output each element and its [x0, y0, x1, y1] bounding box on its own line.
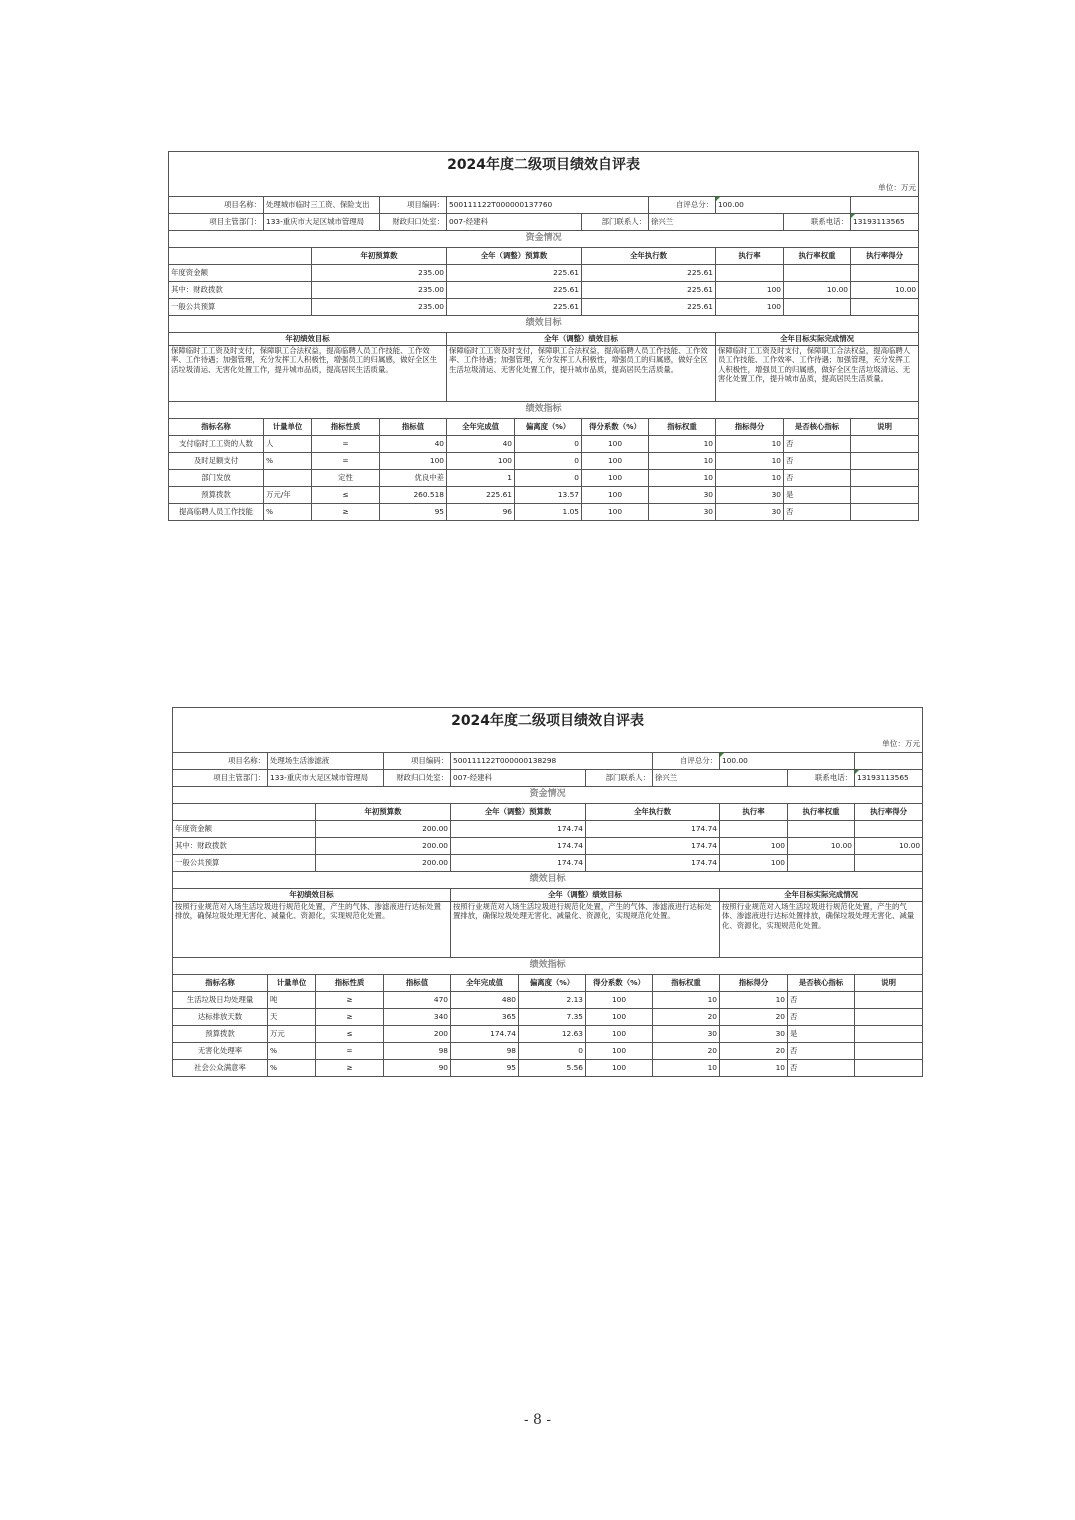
funds-cell: [788, 821, 855, 838]
indicator-cell: 0: [515, 436, 582, 453]
indicator-cell: 100: [586, 992, 653, 1009]
indicators-section-title: 绩效指标: [173, 958, 923, 975]
funds-section-title: 资金情况: [173, 787, 923, 804]
info-row-2: [173, 770, 923, 787]
funds-cell: [851, 299, 919, 316]
indicator-cell: 提高临聘人员工作技能: [169, 504, 264, 521]
indicator-cell: 预算拨款: [169, 487, 264, 504]
indicator-cell: 部门发放: [169, 470, 264, 487]
indicator-row: [173, 1060, 923, 1077]
indicator-cell: 30: [649, 487, 716, 504]
indicator-header-row: [173, 975, 923, 992]
funds-header: 全年执行数: [582, 248, 716, 265]
indicator-cell: 否: [788, 992, 855, 1009]
indicator-cell: 预算拨款: [173, 1026, 268, 1043]
indicator-cell: 否: [788, 1043, 855, 1060]
funds-cell: 235.00: [312, 265, 447, 282]
funds-cell: 174.74: [451, 855, 586, 872]
phone-label: 联系电话：: [788, 770, 855, 787]
score-value: 100.00: [716, 197, 851, 214]
funds-cell: 其中：财政拨款: [169, 282, 312, 299]
project-name-value: 处理场生活渗滤液: [268, 753, 384, 770]
funds-cell: [720, 821, 788, 838]
funds-header: 执行率: [716, 248, 784, 265]
funds-cell: 100: [720, 838, 788, 855]
funds-cell: 一般公共预算: [169, 299, 312, 316]
indicator-cell: 社会公众满意率: [173, 1060, 268, 1077]
indicator-cell: 96: [447, 504, 515, 521]
indicator-cell: =: [316, 1043, 384, 1060]
indicator-cell: 0: [519, 1043, 586, 1060]
indicator-cell: 10: [720, 992, 788, 1009]
funds-cell: 100: [716, 282, 784, 299]
funds-cell: 174.74: [586, 855, 720, 872]
indicator-cell: ≥: [316, 992, 384, 1009]
goal-text: 按照行业规范对入场生活垃圾进行规范化处置，产生的气体、渗滤液进行达标处置排放，确保垃圾处理无害化、减量化、资源化，实现规范化处置。: [451, 902, 720, 958]
indicator-row: [173, 1026, 923, 1043]
indicator-cell: 10: [649, 470, 716, 487]
indicator-header: 指标得分: [716, 419, 784, 436]
funds-cell: 225.61: [582, 282, 716, 299]
project-name-label: 项目名称：: [169, 197, 264, 214]
indicator-row: [173, 1043, 923, 1060]
table-title: 2024年度二级项目绩效自评表: [173, 708, 923, 736]
indicator-cell: 否: [784, 436, 851, 453]
goals-header-row: [173, 889, 923, 902]
indicator-cell: 200: [384, 1026, 451, 1043]
indicator-cell: 优良中差: [380, 470, 447, 487]
goal-header: 年初绩效目标: [173, 889, 451, 902]
indicator-header: 指标名称: [169, 419, 264, 436]
funds-cell: 225.61: [582, 299, 716, 316]
indicator-cell: 及时足额支付: [169, 453, 264, 470]
funds-cell: 225.61: [447, 299, 582, 316]
unit-label: 单位：万元: [169, 180, 919, 197]
funds-cell: 年度资金额: [173, 821, 316, 838]
funds-header: 执行率权重: [784, 248, 851, 265]
funds-section-row: [173, 787, 923, 804]
indicator-cell: 否: [784, 453, 851, 470]
indicator-row: [169, 487, 919, 504]
indicator-header: 计量单位: [264, 419, 312, 436]
funds-header: 执行率: [720, 804, 788, 821]
funds-cell: 174.74: [451, 838, 586, 855]
indicator-cell: 0: [515, 470, 582, 487]
indicator-cell: 10: [716, 453, 784, 470]
funds-cell: 225.61: [447, 282, 582, 299]
department-label: 项目主管部门：: [173, 770, 268, 787]
indicator-header: 指标性质: [312, 419, 380, 436]
indicator-row: [173, 992, 923, 1009]
indicator-row: [169, 436, 919, 453]
funds-cell: 235.00: [312, 299, 447, 316]
indicator-cell: 否: [788, 1009, 855, 1026]
indicator-cell: [855, 1026, 923, 1043]
funds-row: [173, 855, 923, 872]
indicator-cell: 13.57: [515, 487, 582, 504]
contact-value: 徐兴兰: [649, 214, 784, 231]
indicator-cell: 225.61: [447, 487, 515, 504]
indicator-cell: 470: [384, 992, 451, 1009]
indicator-header: 是否核心指标: [784, 419, 851, 436]
indicator-cell: 天: [268, 1009, 316, 1026]
indicator-cell: 100: [582, 504, 649, 521]
indicator-cell: 2.13: [519, 992, 586, 1009]
goals-section-row: [169, 316, 919, 333]
indicator-cell: 20: [653, 1009, 720, 1026]
indicator-header-row: [169, 419, 919, 436]
indicator-cell: 20: [720, 1043, 788, 1060]
funds-cell: 100: [720, 855, 788, 872]
indicator-cell: 7.35: [519, 1009, 586, 1026]
indicator-header: 得分系数（%）: [586, 975, 653, 992]
funds-row: [169, 282, 919, 299]
indicator-cell: 100: [586, 1060, 653, 1077]
funds-cell: 225.61: [582, 265, 716, 282]
indicator-cell: [851, 504, 919, 521]
indicator-cell: 否: [784, 504, 851, 521]
indicator-header: 说明: [855, 975, 923, 992]
project-name-value: 处理城市临时三工资、保险支出: [264, 197, 380, 214]
indicator-cell: 95: [380, 504, 447, 521]
funds-cell: [784, 265, 851, 282]
indicator-cell: ≥: [316, 1009, 384, 1026]
indicator-cell: [851, 453, 919, 470]
indicator-cell: 98: [451, 1043, 519, 1060]
indicator-header: 指标名称: [173, 975, 268, 992]
project-code-value: 500111122T000000138298: [451, 753, 653, 770]
funds-cell: 225.61: [447, 265, 582, 282]
funds-cell: 一般公共预算: [173, 855, 316, 872]
project-code-label: 项目编码：: [384, 753, 451, 770]
indicator-row: [169, 470, 919, 487]
goal-header: 全年目标实际完成情况: [716, 333, 919, 346]
indicator-header: 计量单位: [268, 975, 316, 992]
goal-text: 按照行业规范对入场生活垃圾进行规范化处置，产生的气体、渗滤液进行达标处置排放，确保垃圾处理无害化、减量化、资源化，实现规范化处置。: [173, 902, 451, 958]
indicator-cell: 20: [653, 1043, 720, 1060]
funds-header: 执行率得分: [855, 804, 923, 821]
indicator-cell: 100: [586, 1026, 653, 1043]
funds-header: [173, 804, 316, 821]
goals-text-row: [173, 902, 923, 958]
goal-header: 全年目标实际完成情况: [720, 889, 923, 902]
indicator-header: 全年完成值: [447, 419, 515, 436]
info-row-1: [173, 753, 923, 770]
phone-value: 13193113565: [855, 770, 923, 787]
indicator-cell: 10: [653, 992, 720, 1009]
phone-value: 13193113565: [851, 214, 919, 231]
indicator-cell: 5.56: [519, 1060, 586, 1077]
funds-header: [169, 248, 312, 265]
indicator-cell: 否: [784, 470, 851, 487]
page-number: - 8 -: [523, 1412, 552, 1428]
funds-cell: 100: [716, 299, 784, 316]
indicator-cell: 人: [264, 436, 312, 453]
funds-cell: [855, 855, 923, 872]
indicator-cell: 万元: [268, 1026, 316, 1043]
indicator-cell: 20: [720, 1009, 788, 1026]
funds-cell: 200.00: [316, 855, 451, 872]
goals-section-title: 绩效目标: [173, 872, 923, 889]
indicator-header: 偏离度（%）: [519, 975, 586, 992]
goal-text: 按照行业规范对入场生活垃圾进行规范化处置，产生的气体、渗滤液进行达标处置排放，确保垃圾处理无害化、减量化、资源化，实现规范化处置。: [720, 902, 923, 958]
indicator-cell: 100: [582, 487, 649, 504]
funds-section-title: 资金情况: [169, 231, 919, 248]
funds-header: 全年（调整）预算数: [451, 804, 586, 821]
funds-cell: 235.00: [312, 282, 447, 299]
funds-cell: 10.00: [851, 282, 919, 299]
indicator-header: 全年完成值: [451, 975, 519, 992]
indicator-cell: 10: [720, 1060, 788, 1077]
indicator-cell: 100: [582, 470, 649, 487]
goal-text: 保障临时工工资及时支付，保障职工合法权益，提高临聘人员工作技能、工作效率、工作待遇；加强管理，充分发挥工人积极性，增强员工的归属感，做好全区生活垃圾清运、无害化处置工作，提升城市品质，提高居民生活质量。: [169, 346, 447, 402]
indicator-cell: ≥: [316, 1060, 384, 1077]
funds-header: 全年执行数: [586, 804, 720, 821]
indicator-cell: 90: [384, 1060, 451, 1077]
indicator-cell: =: [312, 453, 380, 470]
indicator-cell: 0: [515, 453, 582, 470]
indicator-cell: 30: [716, 504, 784, 521]
score-label: 自评总分：: [653, 753, 720, 770]
project-name-label: 项目名称：: [173, 753, 268, 770]
goal-header: 全年（调整）绩效目标: [451, 889, 720, 902]
indicator-cell: 10: [653, 1060, 720, 1077]
funds-header-row: [169, 248, 919, 265]
indicator-cell: 100: [586, 1043, 653, 1060]
indicator-cell: 是: [784, 487, 851, 504]
self-evaluation-table-2: [172, 707, 923, 1077]
info-row-2: [169, 214, 919, 231]
contact-label: 部门联系人：: [582, 214, 649, 231]
goals-section-row: [173, 872, 923, 889]
funds-cell: [716, 265, 784, 282]
project-code-label: 项目编码：: [380, 197, 447, 214]
info-row-1: [169, 197, 919, 214]
indicator-cell: 1.05: [515, 504, 582, 521]
goals-section-title: 绩效目标: [169, 316, 919, 333]
self-evaluation-table-1: [168, 151, 919, 521]
indicator-cell: 100: [582, 453, 649, 470]
funds-cell: 年度资金额: [169, 265, 312, 282]
indicator-cell: 260.518: [380, 487, 447, 504]
funds-cell: 174.74: [586, 838, 720, 855]
funds-cell: 174.74: [451, 821, 586, 838]
unit-row: [169, 180, 919, 197]
indicator-cell: 12.63: [519, 1026, 586, 1043]
indicator-cell: 达标排放天数: [173, 1009, 268, 1026]
finance-office-value: 007-经建科: [451, 770, 586, 787]
funds-cell: [784, 299, 851, 316]
indicator-cell: 生活垃圾日均处理量: [173, 992, 268, 1009]
funds-cell: 200.00: [316, 821, 451, 838]
indicator-cell: [851, 470, 919, 487]
score-value: 100.00: [720, 753, 855, 770]
indicator-cell: 30: [649, 504, 716, 521]
department-value: 133-重庆市大足区城市管理局: [268, 770, 384, 787]
funds-cell: 174.74: [586, 821, 720, 838]
indicator-cell: 174.74: [451, 1026, 519, 1043]
indicators-section-title: 绩效指标: [169, 402, 919, 419]
indicator-cell: 100: [380, 453, 447, 470]
funds-header: 年初预算数: [316, 804, 451, 821]
indicator-cell: 否: [788, 1060, 855, 1077]
indicator-cell: 40: [380, 436, 447, 453]
indicator-cell: 100: [582, 436, 649, 453]
indicator-cell: 100: [586, 1009, 653, 1026]
indicator-cell: 10: [649, 436, 716, 453]
funds-cell: 10.00: [788, 838, 855, 855]
funds-row: [169, 299, 919, 316]
goal-text: 保障临时工工资及时支付，保障职工合法权益，提高临聘人员工作技能、工作效率、工作待遇；加强管理，充分发挥工人积极性，增强员工的归属感，做好全区生活垃圾清运、无害化处置工作，提升城市品质，提高居民生活质量。: [447, 346, 716, 402]
indicator-cell: 340: [384, 1009, 451, 1026]
indicator-cell: 10: [649, 453, 716, 470]
indicator-cell: 480: [451, 992, 519, 1009]
department-value: 133-重庆市大足区城市管理局: [264, 214, 380, 231]
funds-cell: [855, 821, 923, 838]
goals-header-row: [169, 333, 919, 346]
indicators-section-row: [173, 958, 923, 975]
indicator-header: 偏离度（%）: [515, 419, 582, 436]
title-row: [173, 708, 923, 736]
indicator-cell: 万元/年: [264, 487, 312, 504]
indicator-header: 指标性质: [316, 975, 384, 992]
phone-label: 联系电话：: [784, 214, 851, 231]
score-label: 自评总分：: [649, 197, 716, 214]
indicator-row: [173, 1009, 923, 1026]
indicator-cell: ≤: [316, 1026, 384, 1043]
indicator-cell: %: [264, 504, 312, 521]
indicators-section-row: [169, 402, 919, 419]
funds-cell: 其中：财政拨款: [173, 838, 316, 855]
blank-cell: [851, 197, 919, 214]
contact-value: 徐兴兰: [653, 770, 788, 787]
indicator-cell: ≥: [312, 504, 380, 521]
indicator-header: 是否核心指标: [788, 975, 855, 992]
indicator-cell: 支付临时工工资的人数: [169, 436, 264, 453]
indicator-cell: =: [312, 436, 380, 453]
indicator-cell: [855, 1060, 923, 1077]
indicator-cell: 100: [447, 453, 515, 470]
funds-header: 全年（调整）预算数: [447, 248, 582, 265]
indicator-header: 说明: [851, 419, 919, 436]
table-title: 2024年度二级项目绩效自评表: [169, 152, 919, 180]
indicator-cell: [855, 1009, 923, 1026]
indicator-cell: 95: [451, 1060, 519, 1077]
indicator-cell: %: [268, 1043, 316, 1060]
funds-cell: 10.00: [855, 838, 923, 855]
indicator-cell: [851, 487, 919, 504]
indicator-header: 指标值: [380, 419, 447, 436]
indicator-cell: 30: [720, 1026, 788, 1043]
indicator-cell: 98: [384, 1043, 451, 1060]
funds-section-row: [169, 231, 919, 248]
indicator-cell: 1: [447, 470, 515, 487]
indicator-header: 指标得分: [720, 975, 788, 992]
indicator-cell: [855, 1043, 923, 1060]
indicator-cell: %: [264, 453, 312, 470]
indicator-cell: [855, 992, 923, 1009]
indicator-header: 得分系数（%）: [582, 419, 649, 436]
indicator-cell: 40: [447, 436, 515, 453]
finance-office-label: 财政归口处室：: [380, 214, 447, 231]
unit-label: 单位：万元: [173, 736, 923, 753]
goal-header: 全年（调整）绩效目标: [447, 333, 716, 346]
indicator-cell: 10: [716, 436, 784, 453]
indicator-header: 指标权重: [649, 419, 716, 436]
funds-cell: 200.00: [316, 838, 451, 855]
project-code-value: 500111122T000000137760: [447, 197, 649, 214]
indicator-cell: 365: [451, 1009, 519, 1026]
indicator-cell: 定性: [312, 470, 380, 487]
finance-office-label: 财政归口处室：: [384, 770, 451, 787]
goals-text-row: [169, 346, 919, 402]
indicator-header: 指标权重: [653, 975, 720, 992]
funds-header: 执行率得分: [851, 248, 919, 265]
indicator-row: [169, 504, 919, 521]
funds-row: [169, 265, 919, 282]
indicator-cell: 30: [716, 487, 784, 504]
goal-text: 保障临时工工资及时支付，保障职工合法权益，提高临聘人员工作技能、工作效率、工作待遇；加强管理，充分发挥工人积极性，增强员工的归属感，做好全区生活垃圾清运、无害化处置工作，提升城市品质，提高居民生活质量。: [716, 346, 919, 402]
indicator-row: [169, 453, 919, 470]
indicator-cell: 10: [716, 470, 784, 487]
funds-header-row: [173, 804, 923, 821]
funds-cell: 10.00: [784, 282, 851, 299]
indicator-header: 指标值: [384, 975, 451, 992]
funds-header: 执行率权重: [788, 804, 855, 821]
funds-cell: [788, 855, 855, 872]
department-label: 项目主管部门：: [169, 214, 264, 231]
funds-row: [173, 821, 923, 838]
contact-label: 部门联系人：: [586, 770, 653, 787]
indicator-cell: 30: [653, 1026, 720, 1043]
funds-cell: [851, 265, 919, 282]
indicator-cell: 是: [788, 1026, 855, 1043]
title-row: [169, 152, 919, 180]
blank-cell: [855, 753, 923, 770]
finance-office-value: 007-经建科: [447, 214, 582, 231]
indicator-cell: [264, 470, 312, 487]
indicator-cell: 无害化处理率: [173, 1043, 268, 1060]
indicator-cell: %: [268, 1060, 316, 1077]
funds-row: [173, 838, 923, 855]
goal-header: 年初绩效目标: [169, 333, 447, 346]
unit-row: [173, 736, 923, 753]
funds-header: 年初预算数: [312, 248, 447, 265]
indicator-cell: ≤: [312, 487, 380, 504]
indicator-cell: 吨: [268, 992, 316, 1009]
indicator-cell: [851, 436, 919, 453]
